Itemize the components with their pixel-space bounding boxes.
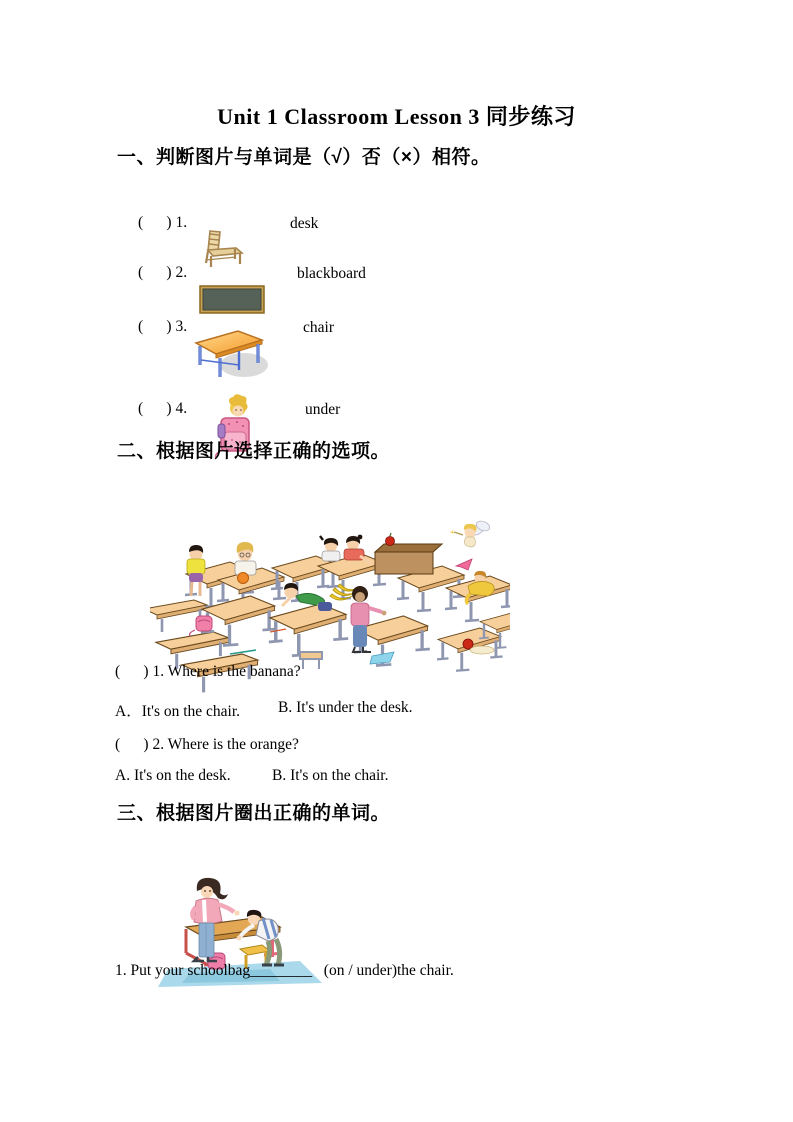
- page-title: Unit 1 Classroom Lesson 3 同步练习: [217, 104, 576, 129]
- s1-item2-word: blackboard: [297, 265, 366, 282]
- mother-child-scene-illustration: [150, 833, 330, 1033]
- s2-q2-option-b: B. It's on the chair.: [272, 767, 389, 784]
- s1-item3-prefix: ( ) 3.: [138, 318, 188, 335]
- s2-q1-option-a: A．It's on the chair.: [115, 703, 241, 720]
- s2-q2-prompt: ( ) 2. Where is the orange?: [115, 736, 299, 753]
- s1-item1-prefix: ( ) 1.: [138, 214, 188, 231]
- s1-item3-word: chair: [303, 319, 334, 336]
- section2-heading: 二、根据图片选择正确的选项。: [117, 441, 391, 462]
- s3-line1: 1. Put your schoolbag________ (on / under)the chair.: [115, 962, 454, 979]
- s2-q1-option-b: B. It's under the desk.: [278, 699, 413, 716]
- s2-q2-option-a: A. It's on the desk.: [115, 767, 231, 784]
- section1-heading: 一、判断图片与单词是（√）否（×）相符。: [117, 147, 491, 168]
- section3-heading: 三、根据图片圈出正确的单词。: [117, 803, 391, 824]
- s2-q1-prompt: ( ) 1. Where is the banana?: [115, 663, 301, 680]
- s1-item2-prefix: ( ) 2.: [138, 264, 188, 281]
- s1-item4-word: under: [305, 401, 341, 418]
- classroom-scene-illustration: [150, 468, 510, 732]
- s1-item4-prefix: ( ) 4.: [138, 400, 188, 417]
- s1-item1-word: desk: [290, 215, 319, 232]
